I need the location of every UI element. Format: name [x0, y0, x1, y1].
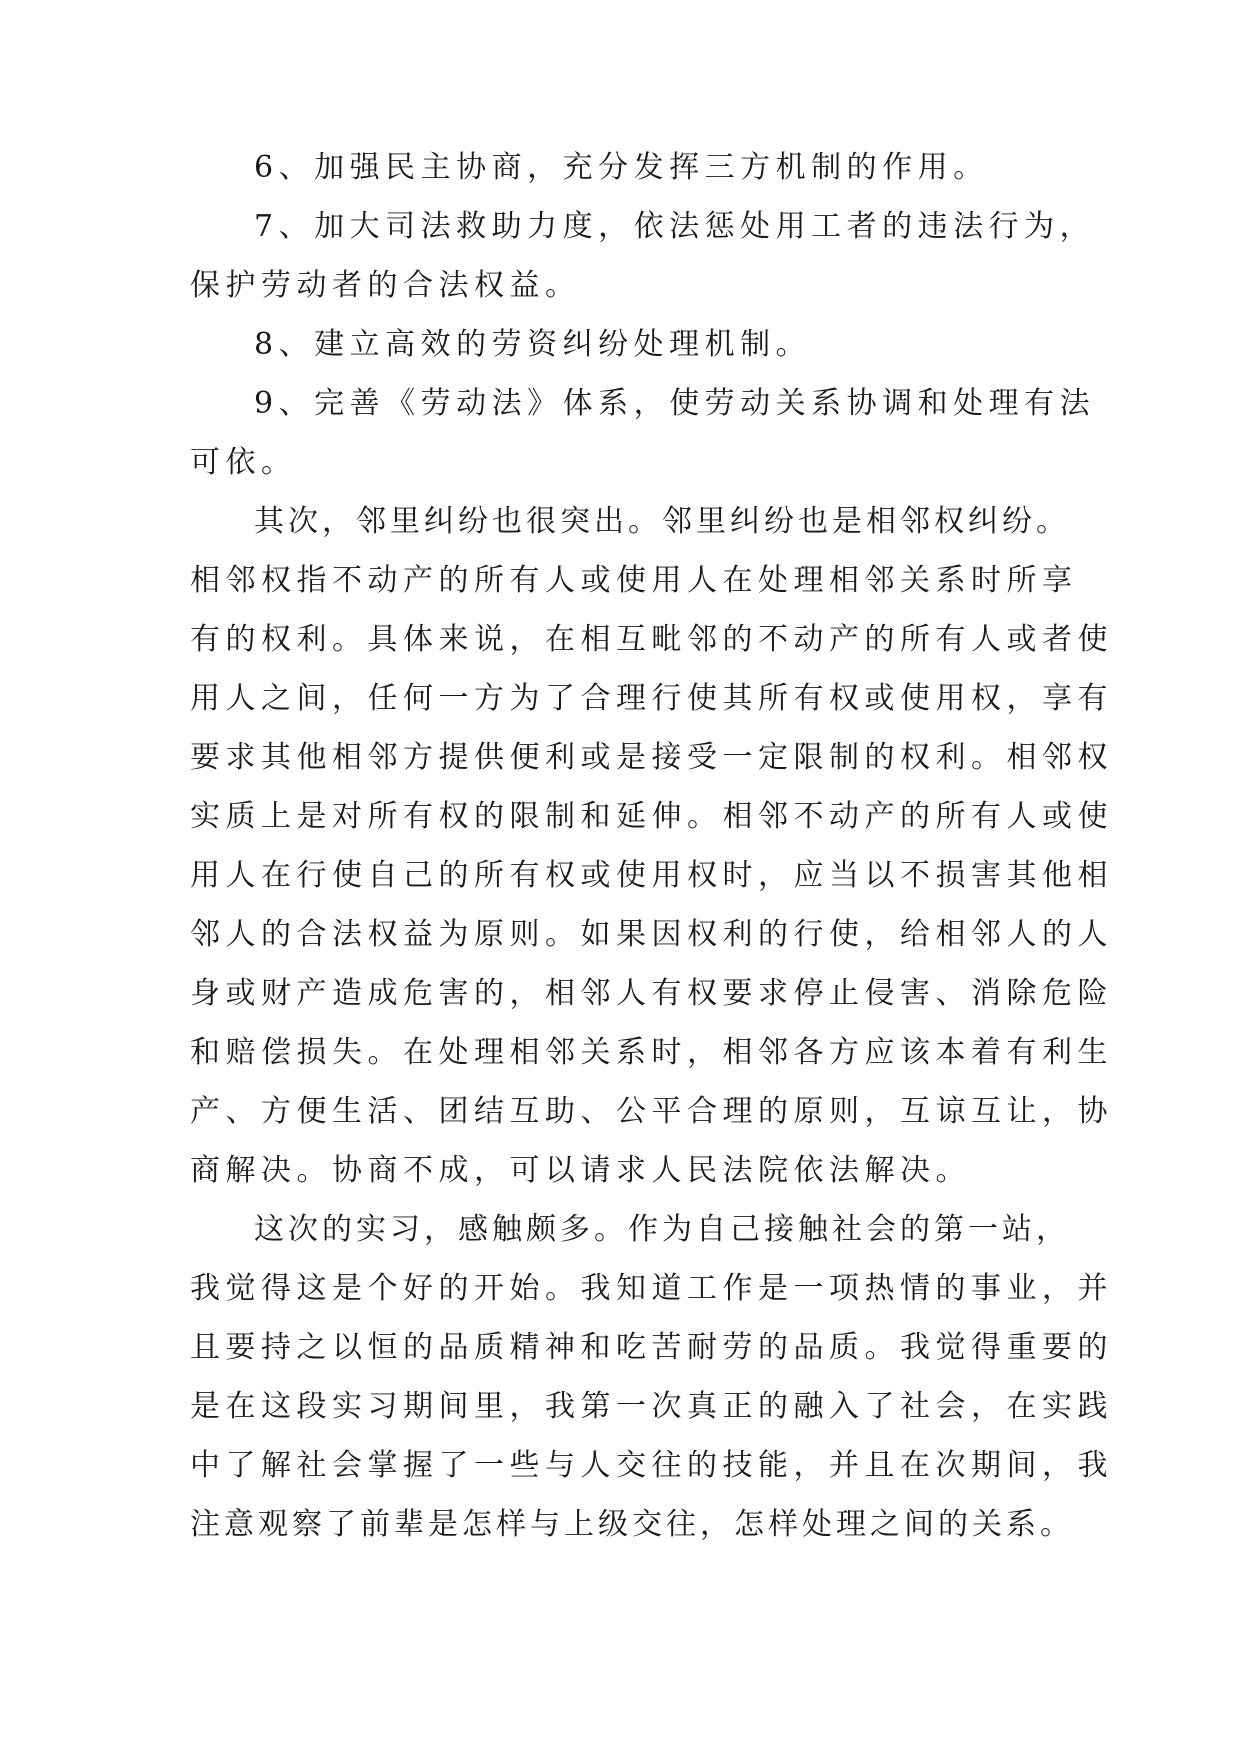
text-line: 这次的实习，感触颇多。作为自己接触社会的第一站， [254, 1212, 1070, 1247]
text-line: 有的权利。具体来说，在相互毗邻的不动产的所有人或者使 [190, 622, 1113, 657]
text-line: 用人之间，任何一方为了合理行使其所有权或使用权，享有 [190, 681, 1113, 716]
text-line: 要求其他相邻方提供便利或是接受一定限制的权利。相邻权 [190, 740, 1113, 775]
text-line: 身或财产造成危害的，相邻人有权要求停止侵害、消除危险 [190, 976, 1113, 1011]
text-line: 可依。 [190, 445, 297, 480]
text-line: 7、加大司法救助力度，依法惩处用工者的违法行为， [254, 209, 1096, 244]
text-line: 6、加强民主协商，充分发挥三方机制的作用。 [254, 150, 989, 185]
text-line: 其次，邻里纠纷也很突出。邻里纠纷也是相邻权纠纷。 [254, 504, 1070, 539]
text-line: 9、完善《劳动法》体系，使劳动关系协调和处理有法 [254, 386, 1096, 421]
text-line: 相邻权指不动产的所有人或使用人在处理相邻关系时所享 [190, 563, 1078, 598]
text-line: 实质上是对所有权的限制和延伸。相邻不动产的所有人或使 [190, 799, 1113, 834]
text-line: 保护劳动者的合法权益。 [190, 268, 581, 303]
text-line: 商解决。协商不成，可以请求人民法院依法解决。 [190, 1153, 971, 1188]
text-line: 邻人的合法权益为原则。如果因权利的行使，给相邻人的人 [190, 917, 1113, 952]
text-line: 注意观察了前辈是怎样与上级交往，怎样处理之间的关系。 [190, 1507, 1074, 1542]
text-line: 是在这段实习期间里，我第一次真正的融入了社会，在实践 [190, 1389, 1113, 1424]
text-line: 产、方便生活、团结互助、公平合理的原则，互谅互让，协 [190, 1094, 1113, 1129]
text-line: 和赔偿损失。在处理相邻关系时，相邻各方应该本着有利生 [190, 1035, 1113, 1070]
text-line: 用人在行使自己的所有权或使用权时，应当以不损害其他相 [190, 858, 1113, 893]
text-line: 我觉得这是个好的开始。我知道工作是一项热情的事业，并 [190, 1271, 1113, 1306]
text-line: 且要持之以恒的品质精神和吃苦耐劳的品质。我觉得重要的 [190, 1330, 1113, 1365]
text-line: 8、建立高效的劳资纠纷处理机制。 [254, 327, 812, 362]
text-line: 中了解社会掌握了一些与人交往的技能，并且在次期间，我 [190, 1448, 1113, 1483]
